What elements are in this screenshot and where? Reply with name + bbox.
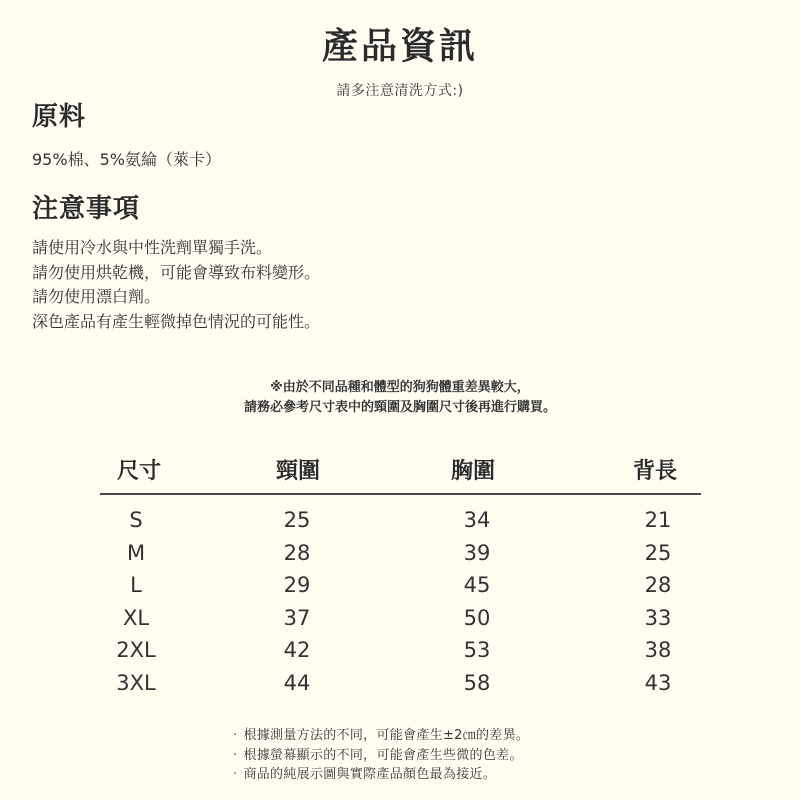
material-heading: 原料 (32, 102, 87, 132)
table-row (100, 606, 701, 638)
table-row (100, 671, 701, 703)
size-table (100, 448, 701, 705)
table-cell: 45 (463, 573, 491, 597)
table-cell: 25 (283, 508, 311, 532)
table-cell: 50 (463, 605, 491, 630)
table-cell: 53 (463, 638, 491, 662)
table-cell: 3XL (116, 670, 156, 695)
page-title: 產品資訊 (321, 26, 478, 67)
care-item: 請勿使用烘乾機，可能會導致布料變形。 (32, 262, 321, 282)
disclaimer-item: · 根據測量方法的不同，可能會產生±2㎝的差異。 (233, 726, 529, 746)
table-cell: XL (122, 605, 150, 630)
sizing-note (0, 378, 800, 418)
table-cell: 2XL (116, 638, 156, 662)
table-cell: 42 (283, 638, 311, 662)
material-text: 95%棉、5%氨綸（萊卡） (32, 150, 221, 169)
page-subtitle: 請多注意清洗方式:) (336, 83, 464, 99)
disclaimer-item: · 商品的純展示圖與實際產品顏色最為接近。 (233, 765, 529, 785)
table-cell: 38 (644, 638, 672, 662)
column-header-back-length: 背長 (633, 459, 678, 484)
table-cell: 58 (463, 670, 491, 695)
table-cell: 28 (644, 573, 672, 597)
care-item: 請勿使用漂白劑。 (32, 287, 161, 306)
table-cell: 25 (644, 540, 672, 565)
sizing-note-line: ※由於不同品種和體型的狗狗體重差異較大， (270, 380, 530, 395)
table-cell: 29 (283, 573, 311, 597)
sizing-note-line: 請務必參考尺寸表中的頸圍及胸圍尺寸後再進行購買。 (243, 400, 556, 415)
table-cell: 28 (283, 540, 311, 565)
disclaimer-item: · 根據螢幕顯示的不同，可能會產生些微的色差。 (233, 746, 529, 766)
disclaimer-list (233, 726, 529, 785)
table-cell: M (126, 540, 146, 565)
table-row (100, 541, 701, 573)
table-cell: 34 (463, 508, 491, 532)
table-row (100, 573, 701, 605)
column-header-neck: 頸圍 (276, 459, 321, 484)
table-cell: S (129, 508, 143, 532)
table-row (100, 508, 701, 540)
table-cell: 43 (644, 670, 672, 695)
column-header-size: 尺寸 (117, 459, 162, 484)
care-heading: 注意事項 (32, 194, 141, 224)
table-cell: 21 (644, 508, 672, 532)
table-row (100, 638, 701, 670)
table-cell: 44 (283, 670, 311, 695)
table-cell: 39 (463, 540, 491, 565)
size-table-header (100, 448, 701, 495)
table-cell: 37 (283, 605, 311, 630)
care-instructions-list (32, 236, 320, 334)
care-item: 請使用冷水與中性洗劑單獨手洗。 (32, 238, 273, 257)
column-header-chest: 胸圍 (451, 459, 496, 484)
size-table-body (100, 495, 701, 705)
table-cell: L (130, 573, 142, 597)
care-item: 深色產品有產生輕微掉色情況的可能性。 (32, 311, 321, 331)
table-cell: 33 (644, 605, 672, 630)
